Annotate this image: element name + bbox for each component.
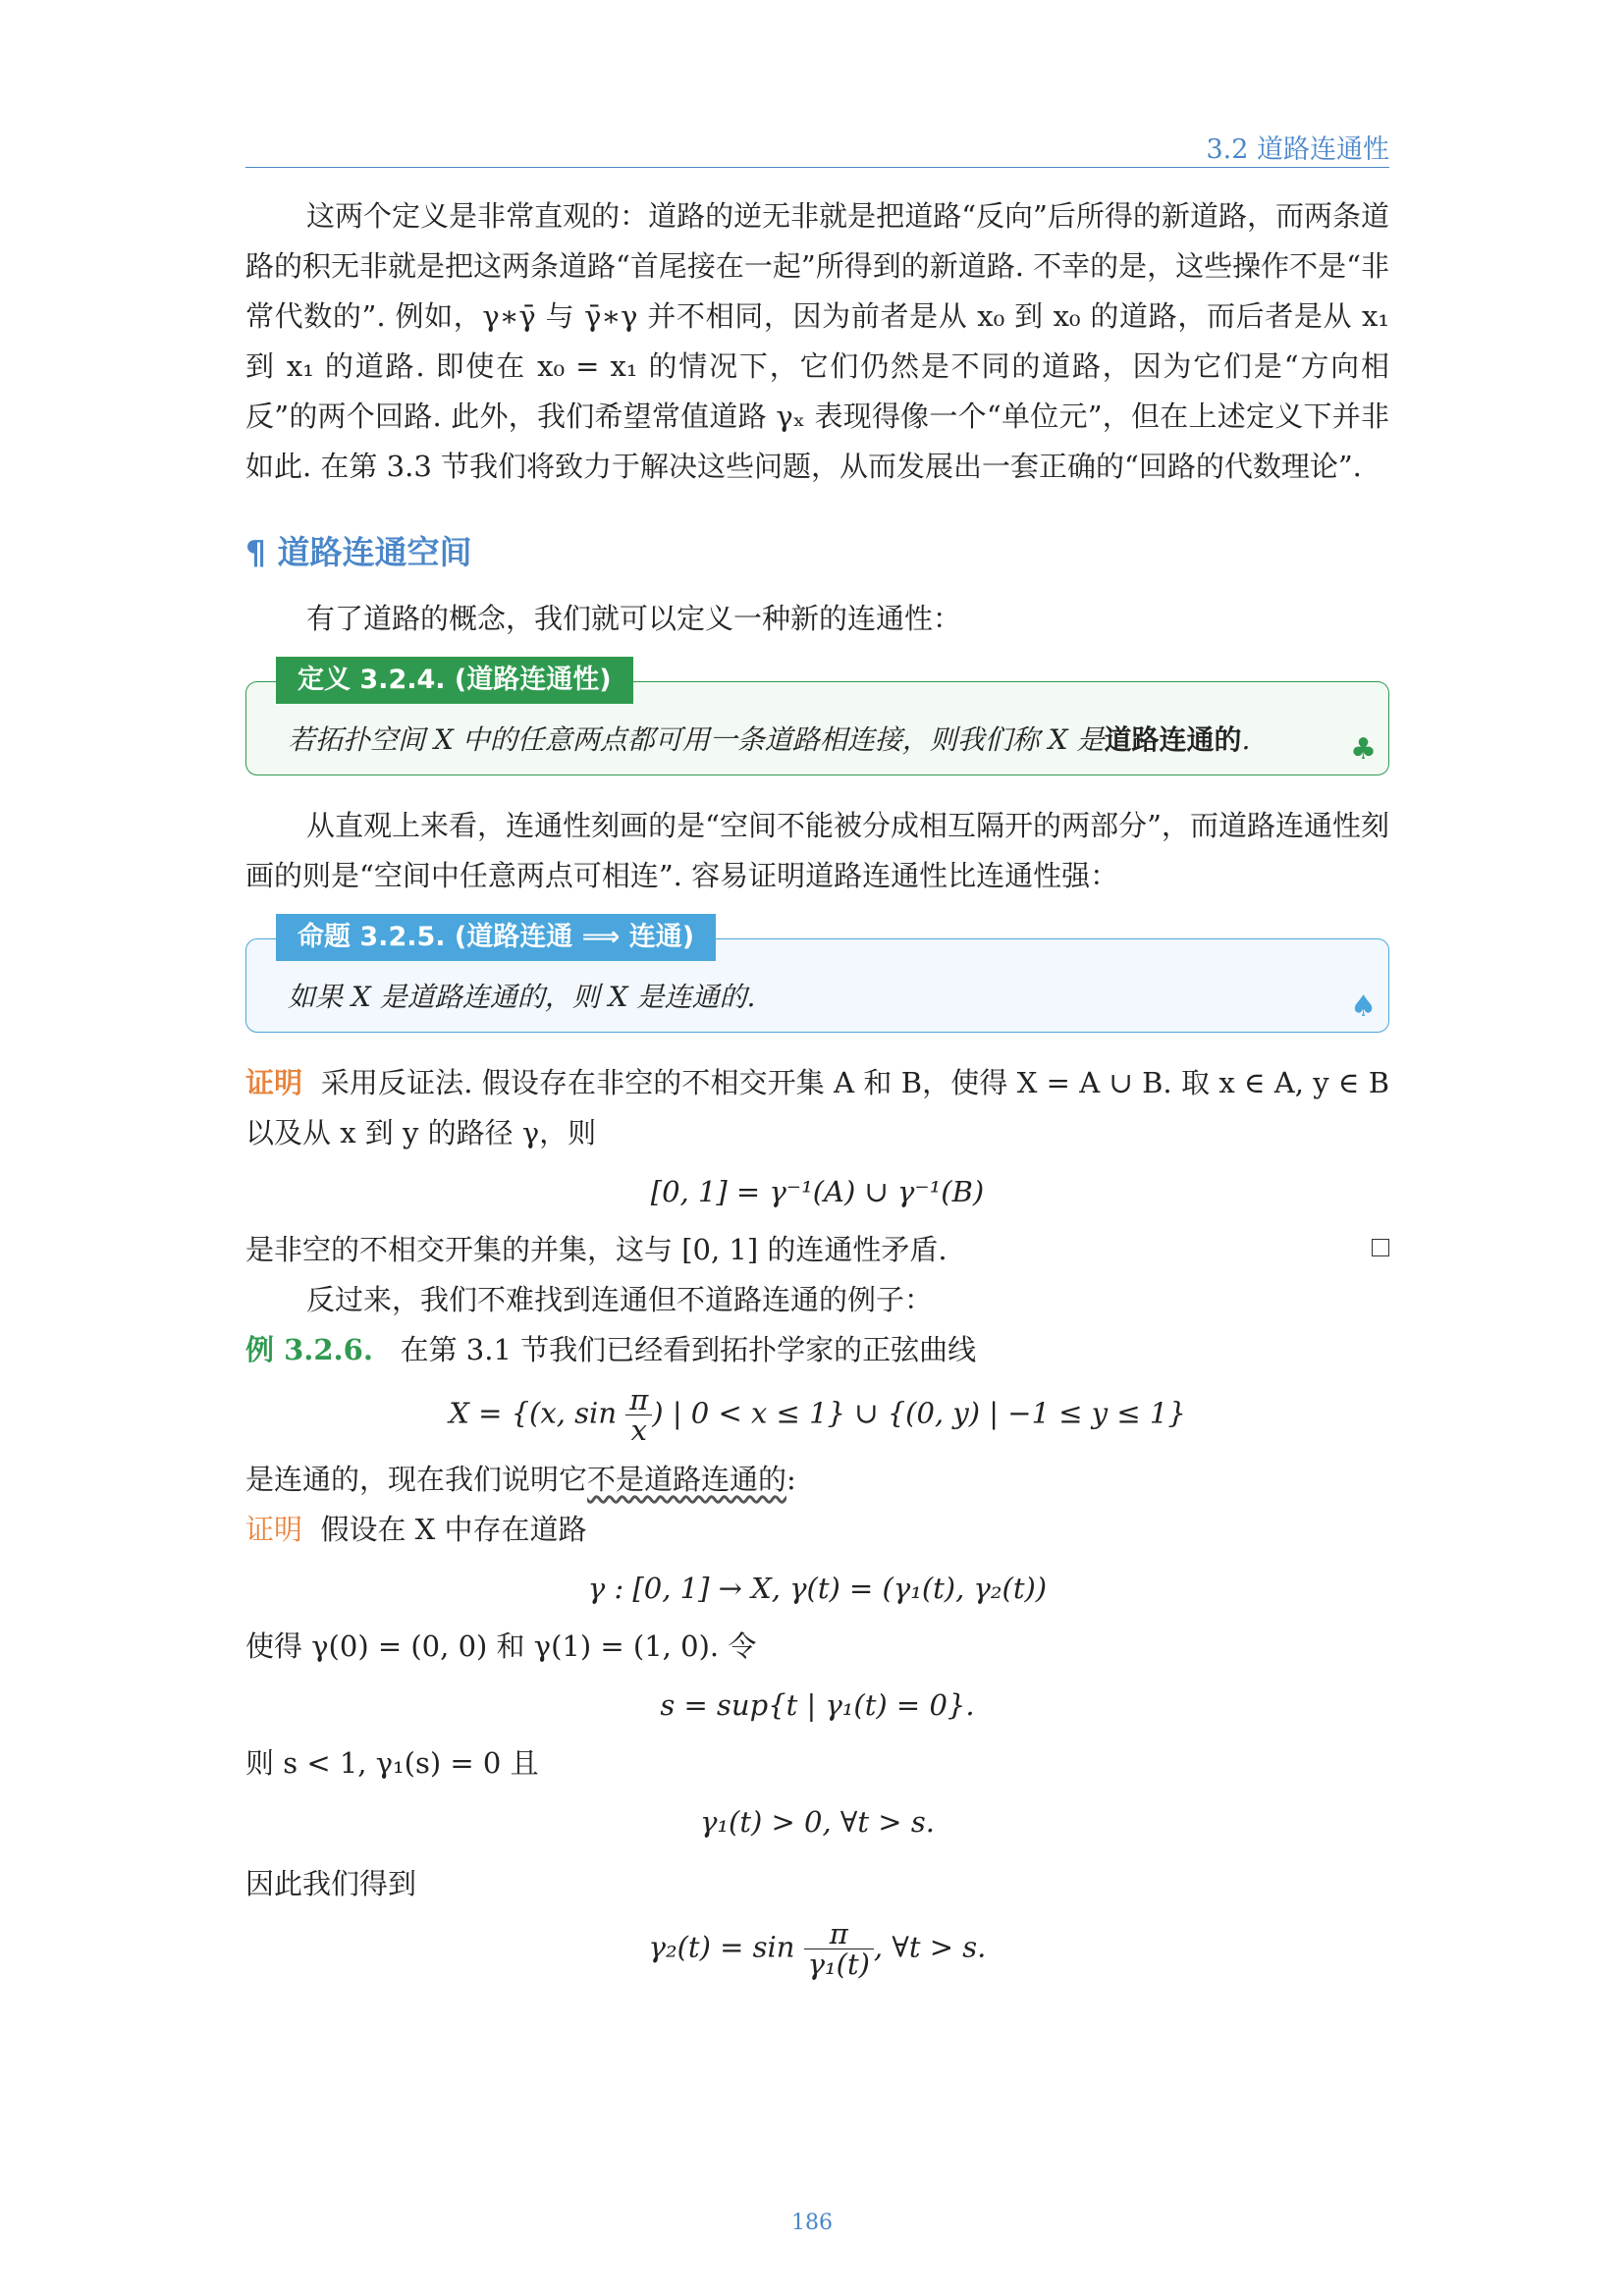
example-label: 例 3.2.6. xyxy=(245,1333,373,1366)
example-claim xyxy=(245,1455,1389,1505)
definition-tag: 定义 3.2.4. (道路连通性) xyxy=(276,657,633,704)
equation-gamma2 xyxy=(245,1919,1389,1979)
page-number: 186 xyxy=(791,2211,833,2235)
definition-end: . xyxy=(1241,723,1251,756)
eq-gamma2-left: γ₂(t) = sin xyxy=(648,1930,795,1964)
equation-path: γ : [0, 1] → X, γ(t) = (γ₁(t), γ₂(t)) xyxy=(587,1572,1048,1605)
equation-sine-curve xyxy=(245,1385,1389,1445)
page-body xyxy=(245,191,1389,1989)
proof1-text xyxy=(245,1058,1389,1158)
example-body: 在第 3.1 节我们已经看到拓扑学家的正弦曲线 xyxy=(400,1333,977,1366)
proof2-label: 证明 xyxy=(245,1513,303,1546)
definition-term: 道路连通的 xyxy=(1104,723,1242,756)
equation-sup: s = sup{t | γ₁(t) = 0}. xyxy=(660,1688,975,1722)
example-text xyxy=(245,1325,1389,1375)
proposition-box xyxy=(245,922,1389,1033)
club-icon: ♣ xyxy=(1350,732,1377,767)
fraction-denominator: x xyxy=(630,1414,647,1447)
qed-icon xyxy=(1372,1239,1389,1256)
spade-icon: ♠ xyxy=(1350,989,1377,1024)
eq-sine-right: ) | 0 < x ≤ 1} ∪ {(0, y) | −1 ≤ y ≤ 1} xyxy=(652,1396,1186,1430)
proof2-text2: 使得 γ(0) = (0, 0) 和 γ(1) = (1, 0). 令 xyxy=(245,1629,757,1663)
example-claim-pre: 是连通的，现在我们说明它 xyxy=(245,1463,588,1496)
fraction-pi-gamma1 xyxy=(804,1919,874,1979)
proof-label: 证明 xyxy=(245,1066,303,1099)
definition-box xyxy=(245,665,1389,775)
paragraph-intro: 这两个定义是非常直观的：道路的逆无非就是把道路“反向”后所得的新道路，而两条道路的积无非就是把这两条道路“首尾接在一起”所得到的新道路. 不幸的是，这些操作不是“非常代数的”. 例如，γ∗γ̄ 与 γ̄∗γ 并不相同，因为前者是从 x₀ 到 x₀ 的道路，而后者是从 x₁ 到 x₁ 的道路. 即使在 x₀ = x₁ 的情况下，它们仍然是不同的道路，因为它们是“方向相反”的两个回路. 此外，我们希望常值道路 γₓ 表现得像一个“单位元”，但在上述定义下并非如此. 在第 3.3 节我们将致力于解决这些问题，从而发展出一套正确的“回路的代数理论”. xyxy=(245,199,1389,483)
paragraph-path-concept: 有了道路的概念，我们就可以定义一种新的连通性： xyxy=(306,602,962,635)
proposition-tag: 命题 3.2.5. (道路连通 ⟹ 连通) xyxy=(276,914,716,961)
definition-body xyxy=(288,720,1371,761)
fraction2-numerator: π xyxy=(804,1919,874,1949)
example-claim-emphasis: 不是道路连通的 xyxy=(587,1463,787,1496)
proof2-text3: 则 s < 1, γ₁(s) = 0 且 xyxy=(245,1746,539,1780)
proof1-conclusion: 是非空的不相交开集的并集，这与 [0, 1] 的连通性矛盾. xyxy=(245,1233,947,1266)
equation-preimage: [0, 1] = γ⁻¹(A) ∪ γ⁻¹(B) xyxy=(650,1175,985,1208)
fraction2-denominator: γ₁(t) xyxy=(807,1948,870,1981)
eq-gamma2-right: , ∀t > s. xyxy=(873,1930,987,1964)
header-title: 3.2 道路连通性 xyxy=(1206,134,1389,165)
fraction-pi-x xyxy=(625,1385,652,1445)
definition-text: 若拓扑空间 X 中的任意两点都可用一条道路相连接，则我们称 X 是 xyxy=(288,723,1105,756)
proof2-text4: 因此我们得到 xyxy=(245,1867,417,1900)
running-header xyxy=(245,118,1389,168)
equation-positive: γ₁(t) > 0, ∀t > s. xyxy=(700,1805,935,1839)
proof2-body1: 假设在 X 中存在道路 xyxy=(320,1513,587,1546)
example-claim-post: : xyxy=(786,1463,796,1496)
paragraph-intuition: 从直观上来看，连通性刻画的是“空间不能被分成相互隔开的两部分”，而道路连通性刻画的则是“空间中任意两点可相连”. 容易证明道路连通性比连通性强： xyxy=(245,809,1389,892)
section-heading: ¶ 道路连通空间 xyxy=(245,533,472,571)
proposition-body: 如果 X 是道路连通的，则 X 是连通的. xyxy=(288,981,756,1013)
fraction-numerator: π xyxy=(625,1385,652,1415)
eq-sine-left: X = {(x, sin xyxy=(449,1396,617,1430)
proof2-text1 xyxy=(245,1505,1389,1555)
proof1-body: 采用反证法. 假设存在非空的不相交开集 A 和 B，使得 X = A ∪ B. 取 x ∈ A, y ∈ B 以及从 x 到 y 的路径 γ，则 xyxy=(245,1066,1390,1149)
paragraph-converse: 反过来，我们不难找到连通但不道路连通的例子： xyxy=(306,1283,934,1316)
